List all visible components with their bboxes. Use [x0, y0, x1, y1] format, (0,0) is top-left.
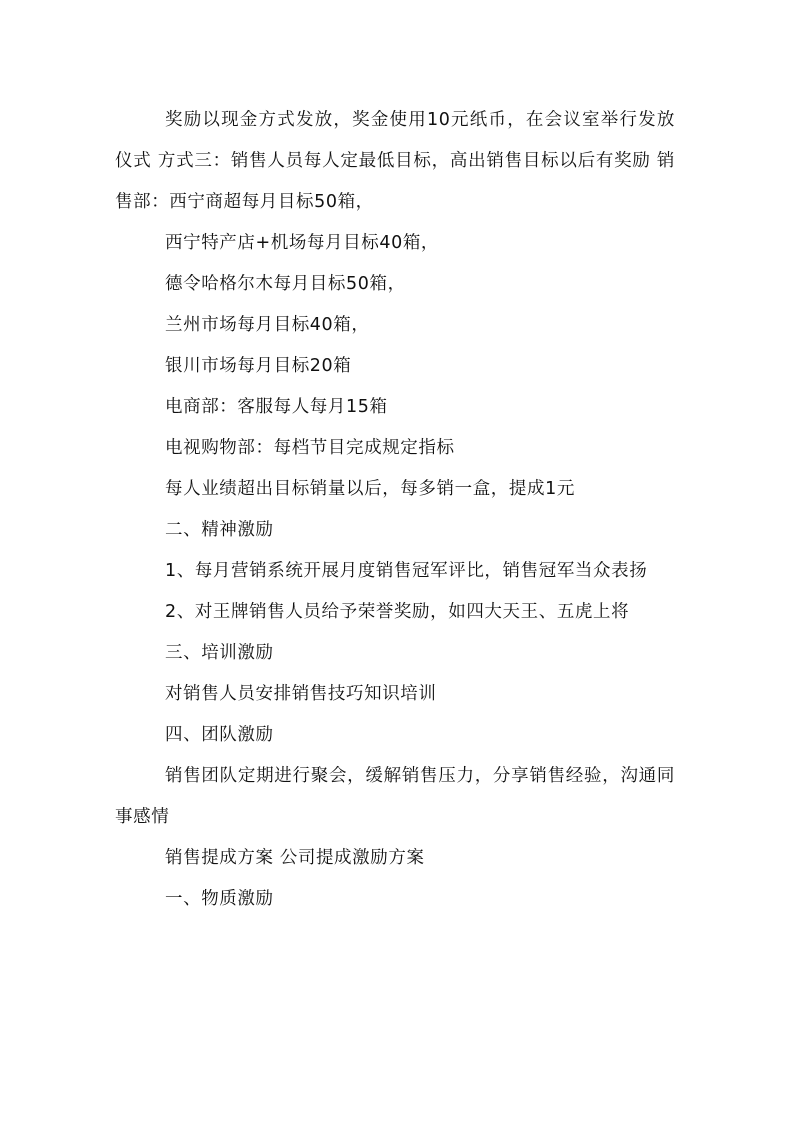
paragraph-honor-award: 2、对王牌销售人员给予荣誉奖励，如四大天王、五虎上将: [165, 602, 630, 622]
heading-spiritual-incentive: 二、精神激励: [165, 520, 274, 540]
paragraph-xining-specialty-airport: 西宁特产店+机场每月目标40箱，: [165, 233, 440, 253]
paragraph-team-gathering: 销售团队定期进行聚会，缓解销售压力，分享销售经验，沟通同事感情: [115, 766, 675, 827]
document-body: [115, 100, 675, 920]
paragraph-sales-skills-training: 对销售人员安排销售技巧知识培训: [165, 684, 437, 704]
paragraph-yinchuan-market: 银川市场每月目标20箱: [165, 356, 352, 376]
paragraph-delingha-golmud: 德令哈格尔木每月目标50箱，: [165, 274, 406, 294]
paragraph-commission-plan-title: 销售提成方案 公司提成激励方案: [165, 848, 425, 868]
heading-training-incentive: 三、培训激励: [165, 643, 274, 663]
paragraph-lanzhou-market: 兰州市场每月目标40箱，: [165, 315, 370, 335]
paragraph-monthly-sales-champion: 1、每月营销系统开展月度销售冠军评比，销售冠军当众表扬: [165, 561, 648, 581]
heading-material-incentive: 一、物质激励: [165, 889, 274, 909]
paragraph-tv-shopping-dept: 电视购物部：每档节目完成规定指标: [165, 438, 455, 458]
heading-team-incentive: 四、团队激励: [165, 725, 274, 745]
paragraph-commission-rule: 每人业绩超出目标销量以后，每多销一盒，提成1元: [165, 479, 575, 499]
paragraph-ecommerce-dept: 电商部：客服每人每月15箱: [165, 397, 388, 417]
paragraph-cash-reward: 奖励以现金方式发放，奖金使用10元纸币，在会议室举行发放仪式 方式三：销售人员每人定最低目标，高出销售目标以后有奖励 销售部：西宁商超每月目标50箱，: [115, 110, 675, 212]
